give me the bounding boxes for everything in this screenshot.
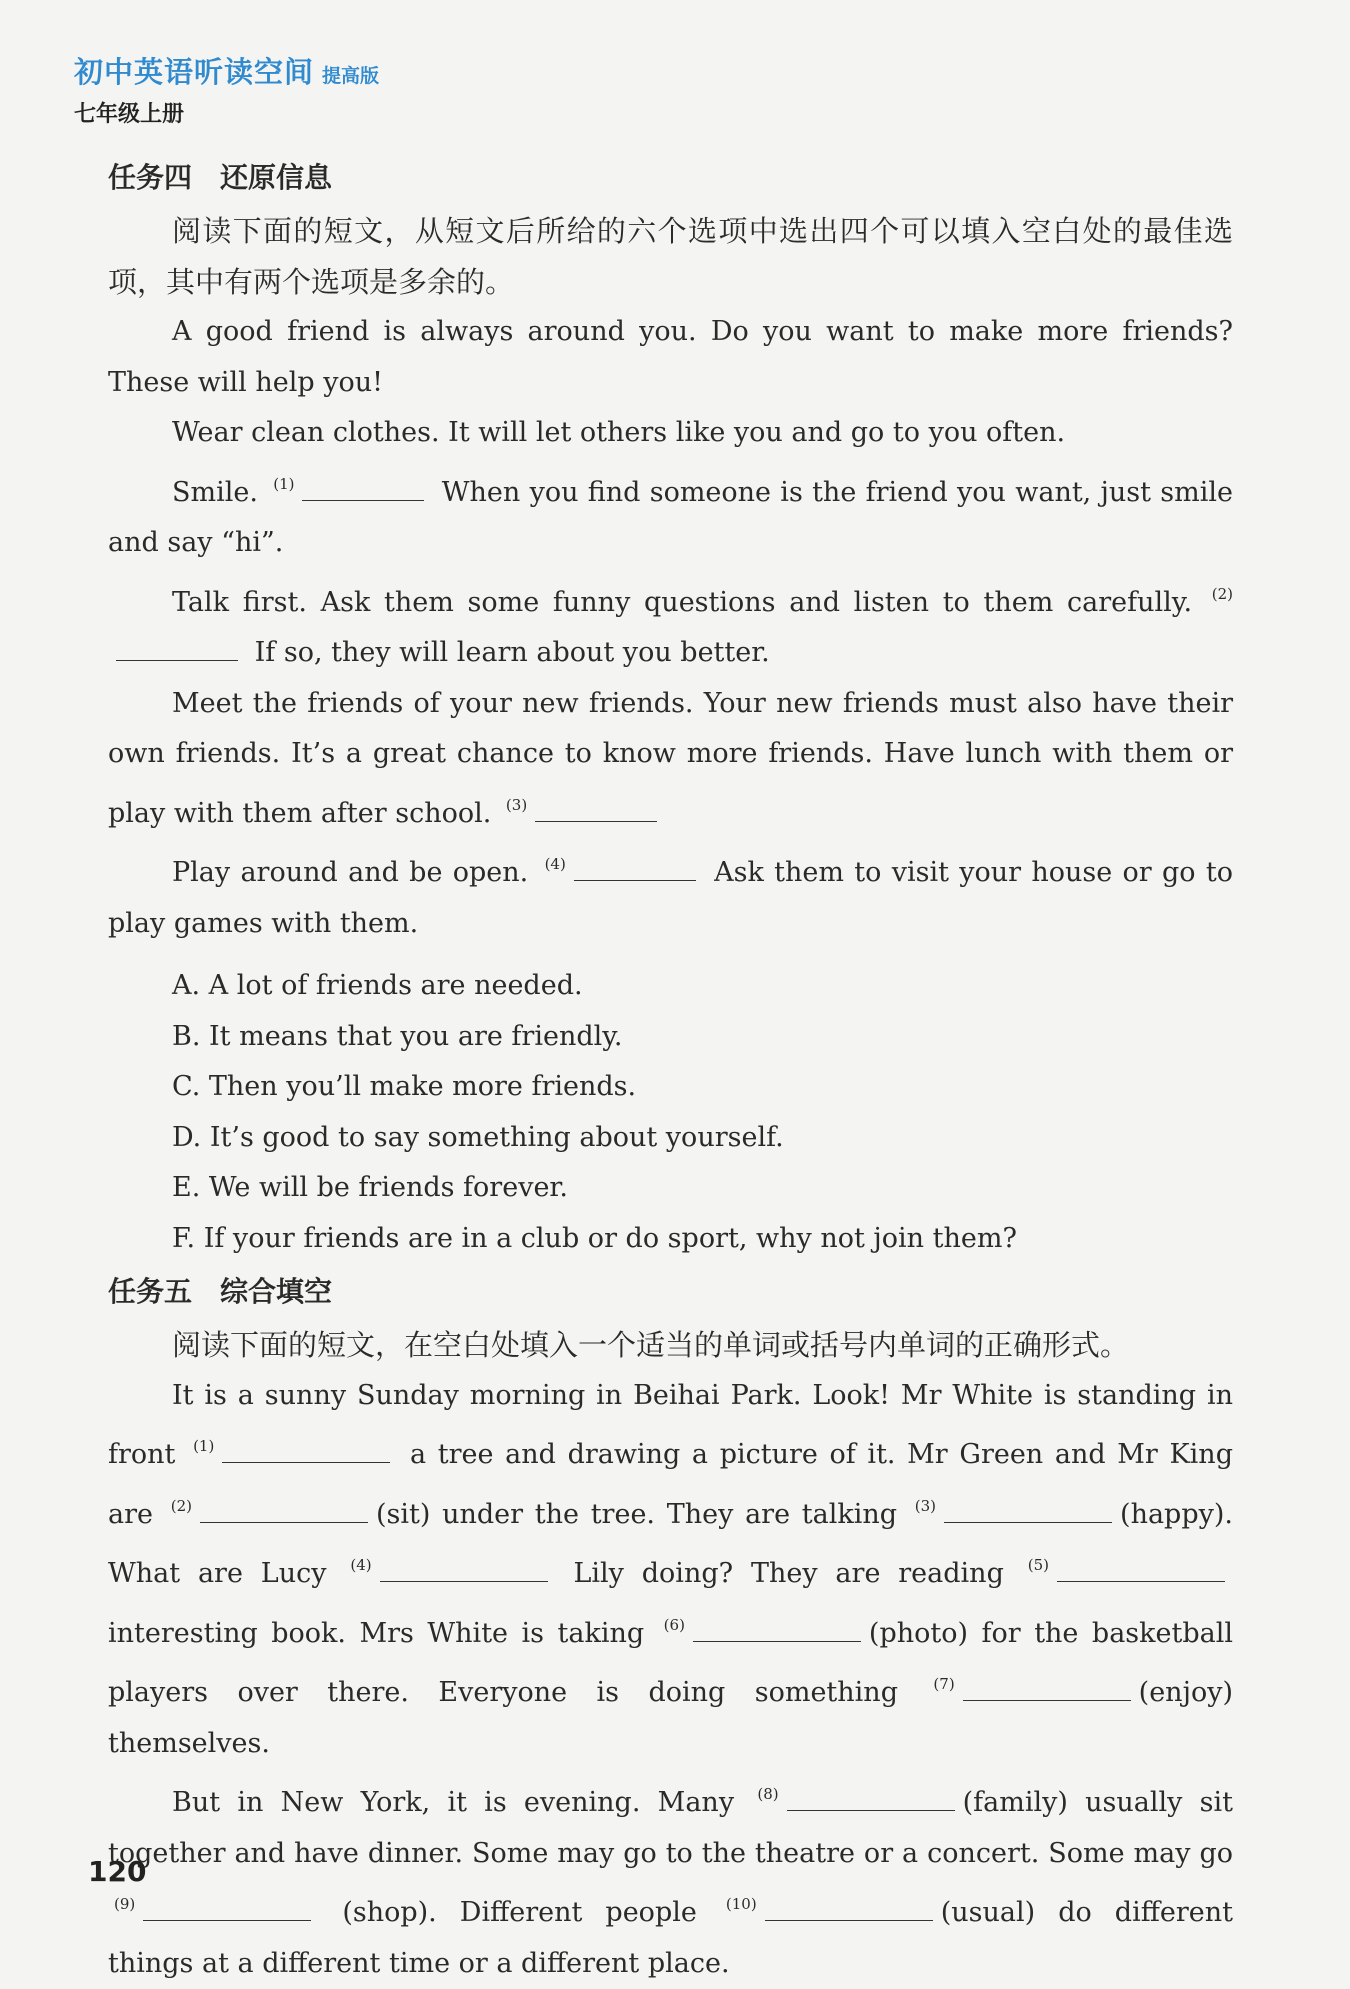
cloze-blank-4[interactable]: [380, 1559, 548, 1582]
answer-blank-2[interactable]: [116, 638, 238, 661]
book-edition: 提高版: [322, 65, 380, 87]
cloze-blank-9[interactable]: [143, 1898, 311, 1921]
answer-blank-3[interactable]: [535, 799, 657, 822]
task5-paragraph-1: It is a sunny Sunday morning in Beihai Park. Look! Mr White is standing in front $^{(1)}$ a tree and drawing a picture of it. Mr Green and Mr King are $^{(2)}$ (sit) under the tree. They are talking $^{(3)}$ (happy). What are Lucy $^{(4)}$ Lily doing? They are reading $^{(5)}$ interesting book. Mrs White is taking $^{(6)}$ (photo) for the basketball players over there. Everyone is doing something $^{(7)}$ (enjoy) themselves.: [108, 1379, 1233, 1759]
task4-paragraph-1: A good friend is always around you. Do you want to make more friends? These will help you!: [108, 316, 1233, 398]
cloze-blank-7[interactable]: [963, 1678, 1131, 1701]
task4-paragraph-4: Talk first. Ask them some funny questions and listen to them carefully. $^{(2)}$ If so, they will learn about you better.: [108, 569, 1233, 679]
task5-title: 综合填空: [220, 1275, 333, 1308]
task4-paragraph-2: Wear clean clothes. It will let others like you and go to you often.: [172, 417, 1066, 448]
task4-number: 任务四: [108, 161, 193, 194]
task4-heading: [108, 150, 1233, 206]
cloze-blank-3[interactable]: [944, 1500, 1112, 1523]
page-number: 120: [88, 1855, 147, 1888]
blank-number: (4): [544, 855, 566, 873]
task4-instructions: 阅读下面的短文，从短文后所给的六个选项中选出四个可以填入空白处的最佳选项，其中有两个选项是多余的。: [108, 214, 1233, 299]
option-e: E. We will be friends forever.: [172, 1172, 568, 1203]
task4-options: [108, 961, 1233, 1264]
cloze-blank-10[interactable]: [765, 1898, 933, 1921]
page-header: [74, 50, 379, 128]
task4-paragraph-6: Play around and be open. $^{(4)}$ Ask them to visit your house or go to play games with them.: [108, 855, 1233, 939]
task5-number: 任务五: [108, 1275, 193, 1308]
answer-blank-4[interactable]: [574, 858, 696, 881]
option-c: C. Then you’ll make more friends.: [172, 1071, 637, 1102]
book-subtitle: 七年级上册: [74, 102, 185, 127]
task5-heading: [108, 1264, 1233, 1320]
option-b: B. It means that you are friendly.: [172, 1020, 623, 1052]
task4-paragraph-5: Meet the friends of your new friends. Your new friends must also have their own friends. It’s a great chance to know more friends. Have lunch with them or play with them after school. $^{(3)}$: [108, 687, 1233, 829]
task4-paragraph-3: Smile. $^{(1)}$ When you find someone is the friend you want, just smile and say “hi”.: [108, 474, 1233, 558]
cloze-blank-1[interactable]: [222, 1440, 390, 1463]
blank-number: (3): [505, 795, 528, 814]
page-content: [108, 150, 1233, 1989]
book-title: 初中英语听读空间: [74, 55, 315, 89]
task5-paragraph-2: But in New York, it is evening. Many $^{(8)}$ (family) usually sit together and have dinner. Some may go to the theatre or a concert. Some may go $^{(9)}$ (shop). Different people $^{(10)}$ (usual) do different things at a different time or a different place.: [108, 1785, 1233, 1979]
cloze-blank-5[interactable]: [1057, 1559, 1225, 1582]
task4-title: 还原信息: [220, 161, 333, 194]
option-a: A. A lot of friends are needed.: [172, 970, 583, 1001]
answer-blank-1[interactable]: [302, 478, 424, 501]
blank-number: (2): [1211, 584, 1233, 603]
blank-number: (1): [273, 474, 295, 493]
cloze-blank-2[interactable]: [200, 1500, 368, 1523]
task5-instructions: 阅读下面的短文，在空白处填入一个适当的单词或括号内单词的正确形式。: [172, 1328, 1130, 1362]
cloze-blank-6[interactable]: [693, 1619, 861, 1642]
cloze-blank-8[interactable]: [787, 1788, 955, 1811]
option-d: D. It’s good to say something about yourself.: [172, 1121, 784, 1153]
option-f: F. If your friends are in a club or do sport, why not join them?: [172, 1222, 1017, 1254]
